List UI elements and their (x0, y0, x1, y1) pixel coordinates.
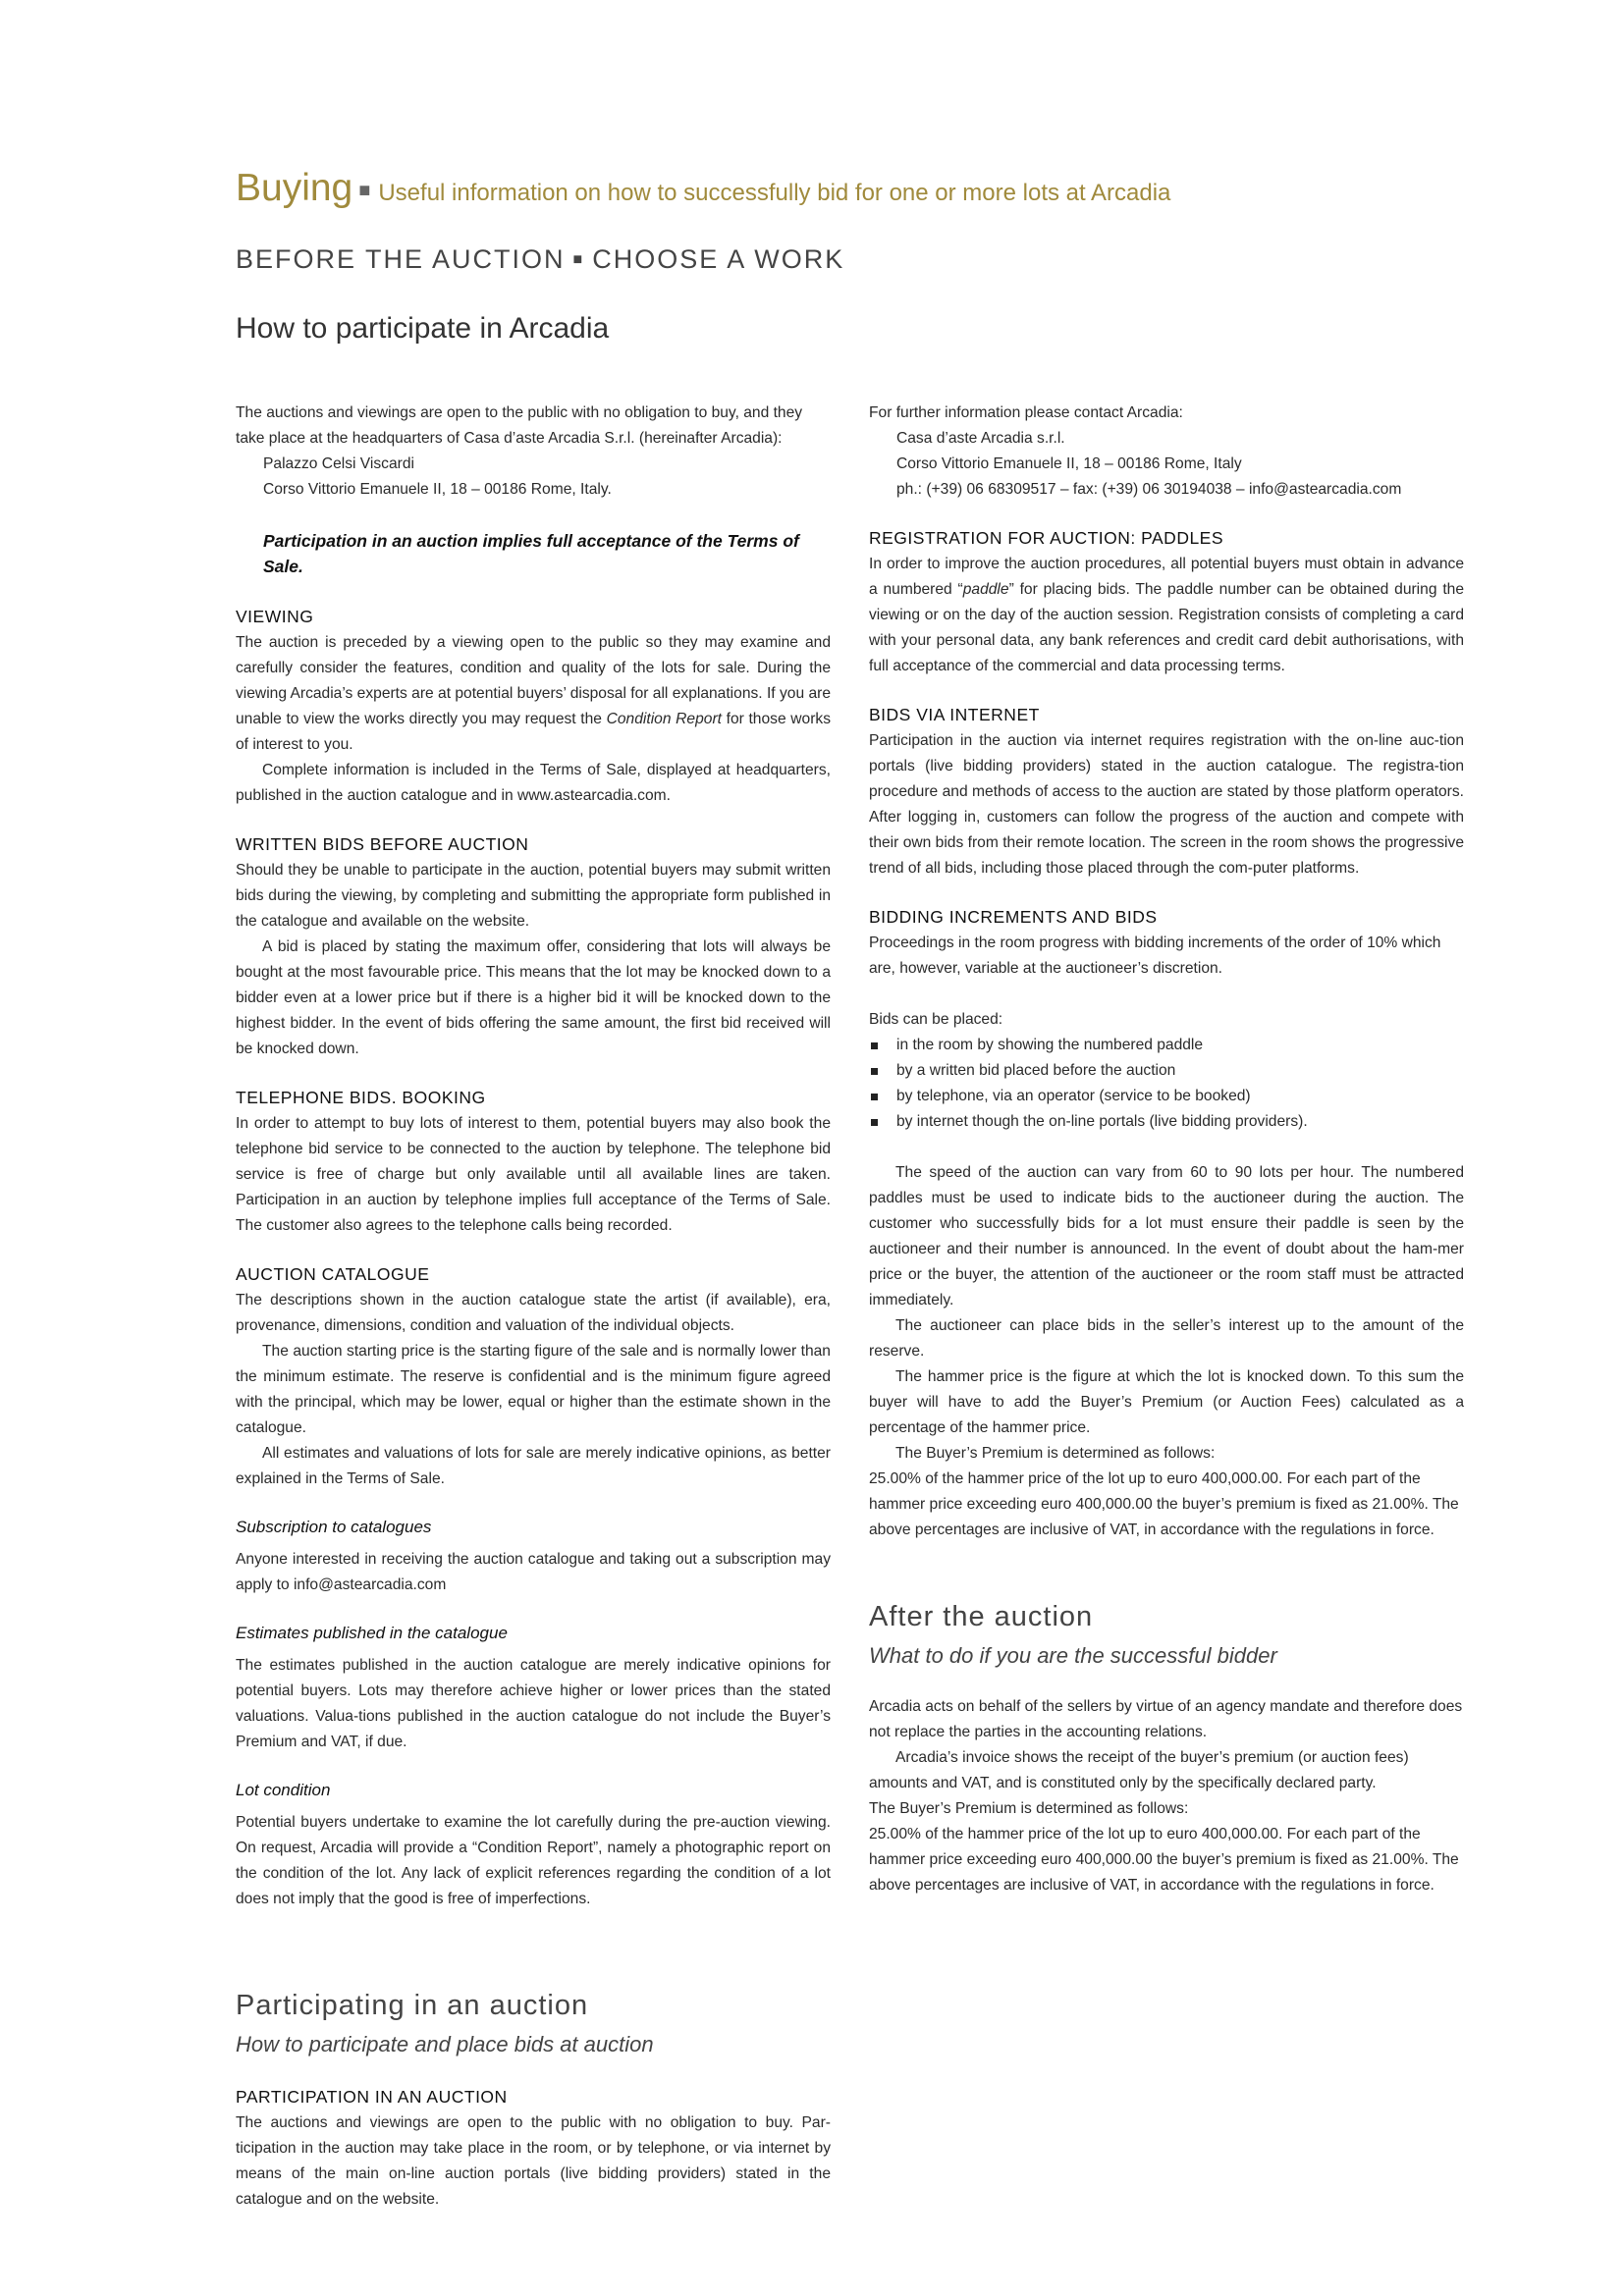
catalogue-paragraph-1: The descriptions shown in the auction catalogue state the artist (if available), era, provenance, dimensions, condition and valuation of the individual objects. (236, 1292, 831, 1334)
section-before-auction: BEFORE THE AUCTION (236, 244, 566, 274)
condition-report-link-text: Condition Report (606, 711, 722, 727)
address-block (236, 452, 831, 503)
participating-subtitle: How to participate and place bids at auction (236, 2032, 654, 2056)
telephone-bids-paragraph: In order to attempt to buy lots of interest to them, potential buyers may also book the telephone bid service to be connected to the auction by telephone. The telephone bid service is free of charge but only available until all available lines are taken. Participation in an auction by telephone implies full acceptance of the Terms of Sale. The customer also agrees to the telephone calls being recorded. (236, 1115, 831, 1234)
catalogue-paragraph-3: All estimates and valuations of lots for sale are merely indicative opinions, as better explained in the Terms of Sale. (236, 1445, 831, 1487)
section-separator: ■ (572, 251, 585, 268)
registration-paragraph (869, 552, 1464, 679)
written-bids-heading: WRITTEN BIDS BEFORE AUCTION (236, 834, 529, 854)
section-line (236, 244, 1473, 275)
registration-heading: REGISTRATION FOR AUCTION: PADDLES (869, 528, 1224, 548)
bid-option-room: in the room by showing the numbered paddle (896, 1037, 1204, 1053)
participation-paragraph: The auctions and viewings are open to the public with no obligation to buy. Par-ticipation in the auction may take place in the room, or by telephone, or via internet by means of the main on-line auction portals (live bidding providers) stated in the catalogue and on the website. (236, 2114, 831, 2208)
registration-text-b: ” for placing bids. The paddle number can be obtained during the viewing or on the day of the auction session. Registration consists of completing a card with your personal data, any bank references and credit card debit authorisations, with full acceptance of the commercial and data processing terms. (869, 581, 1464, 674)
after-auction-subtitle: What to do if you are the successful bidder (869, 1643, 1277, 1668)
section-choose-work: CHOOSE A WORK (592, 244, 845, 274)
paddle-term: paddle (962, 581, 1009, 598)
after-auction-title: After the auction (869, 1601, 1094, 1632)
title-line (236, 169, 1473, 207)
contact-intro: For further information please contact Arcadia: (869, 404, 1183, 421)
address-line-2: Corso Vittorio Emanuele II, 18 – 00186 Rome, Italy. (263, 481, 612, 498)
speed-paragraph-2: The auctioneer can place bids in the seller’s interest up to the amount of the reserve. (869, 1317, 1464, 1360)
contact-line-2: Corso Vittorio Emanuele II, 18 – 00186 Rome, Italy (896, 455, 1242, 472)
bid-option-internet: by internet though the on-line portals (live bidding providers). (896, 1113, 1308, 1130)
bids-intro: Bids can be placed: (869, 1011, 1003, 1028)
contact-line-1: Casa d’aste Arcadia s.r.l. (896, 430, 1065, 447)
estimates-heading: Estimates published in the catalogue (236, 1624, 508, 1642)
catalogue-paragraph-2: The auction starting price is the starting figure of the sale and is normally lower than the minimum estimate. The reserve is confidential and is the minimum figure agreed with the principal, which may be lower, equal or higher than the estimate shown in the catalogue. (236, 1343, 831, 1436)
viewing-text-a: The auction is preceded by a viewing open to the public so they may examine and carefully consider the features, condition and quality of the lots for sale. During the viewing Arcadia’s experts are at potential buyers’ disposal for all explanations. If you are unable to view the works directly you may request the (236, 634, 831, 727)
contact-line-3: ph.: (+39) 06 68309517 – fax: (+39) 06 30194038 – info@astearcadia.com (896, 481, 1402, 498)
written-bids-paragraph-1: Should they be unable to participate in the auction, potential buyers may submit written bids during the viewing, by completing and submitting the appropriate form published in the catalogue and available on the website. (236, 862, 831, 930)
estimates-paragraph: The estimates published in the auction catalogue are merely indicative opinions for potential buyers. Lots may therefore achieve higher or lower prices than the stated valuations. Valua-tions published in the auction catalogue do not include the Buyer’s Premium and VAT, if due. (236, 1657, 831, 1750)
after-paragraph-2: Arcadia’s invoice shows the receipt of the buyer’s premium (or auction fees) amounts and VAT, and is constituted only by the specifically declared party. (869, 1749, 1409, 1791)
increments-paragraph: Proceedings in the room progress with bidding increments of the order of 10% which are, however, variable at the auctioneer’s discretion. (869, 934, 1441, 977)
auction-catalogue-heading: AUCTION CATALOGUE (236, 1264, 430, 1284)
intro-paragraph: The auctions and viewings are open to the public with no obligation to buy, and they take place at the headquarters of Casa d’aste Arcadia S.r.l. (hereinafter Arcadia): (236, 404, 803, 447)
bullet-square-icon (871, 1094, 878, 1100)
page-title: Buying (236, 167, 353, 209)
written-bids-paragraph-2: A bid is placed by stating the maximum offer, considering that lots will always be bought at the most favourable price. This means that the lot may be knocked down to a bidder even at a lower price but if there is a higher bid it will be knocked down to the highest bidder. In the event of bids offering the same amount, the first bid received will be knocked down. (236, 938, 831, 1057)
address-line-1: Palazzo Celsi Viscardi (263, 455, 414, 472)
subscription-heading: Subscription to catalogues (236, 1518, 432, 1536)
after-paragraph-4: 25.00% of the hammer price of the lot up to euro 400,000.00. For each part of the hammer price exceeding euro 400,000.00 the buyer’s premium is fixed as 21.00%. The above percentages are inclusive of VAT, in accordance with the regulations in force. (869, 1826, 1459, 1894)
participating-title: Participating in an auction (236, 1990, 589, 2021)
left-column (236, 400, 831, 2213)
internet-bids-heading: BIDS VIA INTERNET (869, 705, 1040, 724)
bids-list (869, 1033, 1464, 1135)
contact-block (869, 426, 1464, 503)
spacer (869, 982, 1464, 1007)
participation-heading: PARTICIPATION IN AN AUCTION (236, 2087, 508, 2107)
page-subtitle: Useful information on how to successfully bid for one or more lots at Arcadia (378, 180, 1171, 206)
list-item (869, 1084, 1464, 1109)
telephone-bids-heading: TELEPHONE BIDS. BOOKING (236, 1088, 486, 1107)
internet-bids-paragraph: Participation in the auction via internet requires registration with the on-line auc-tion portals (live bidding providers) stated in the auction catalogue. The registra-tion procedure and methods of access to the auction are stated by those platform operators. After logging in, customers can follow the progress of the auction and compete with their own bids from their remote location. The screen in the room shows the progressive trend of all bids, including those placed through the com-puter platforms. (869, 732, 1464, 877)
speed-paragraph-3: The hammer price is the figure at which the lot is knocked down. To this sum the buyer will have to add the Buyer’s Premium (or Auction Fees) calculated as a percentage of the hammer price. (869, 1368, 1464, 1436)
bid-option-telephone: by telephone, via an operator (service to be booked) (896, 1088, 1251, 1104)
bid-option-written: by a written bid placed before the auction (896, 1062, 1176, 1079)
list-item (869, 1058, 1464, 1084)
lot-condition-heading: Lot condition (236, 1781, 331, 1799)
bullet-square-icon (871, 1068, 878, 1075)
speed-paragraph-5: 25.00% of the hammer price of the lot up to euro 400,000.00. For each part of the hammer price exceeding euro 400,000.00 the buyer’s premium is fixed as 21.00%. The above percentages are inclusive of VAT, in accordance with the regulations in force. (869, 1470, 1459, 1538)
viewing-paragraph-1 (236, 630, 831, 758)
title-separator: ■ (358, 180, 371, 201)
list-item (869, 1109, 1464, 1135)
page-header (236, 169, 1473, 346)
viewing-heading: VIEWING (236, 607, 314, 626)
increments-heading: BIDDING INCREMENTS AND BIDS (869, 907, 1158, 927)
terms-notice: Participation in an auction implies full acceptance of the Terms of Sale. (263, 531, 799, 576)
how-to-participate-title: How to participate in Arcadia (236, 312, 610, 345)
list-item (869, 1033, 1464, 1058)
registration-text-a: In order to improve the auction procedures, all potential buyers must obtain in advance a numbered “ (869, 556, 1464, 598)
speed-paragraph-1: The speed of the auction can vary from 60 to 90 lots per hour. The numbered paddles must be used to indicate bids to the auctioneer during the auction. The customer who successfully bids for a lot must ensure their paddle is seen by the auctioneer and their number is announced. In the event of doubt about the ham-mer price or the buyer, the attention of the auctioneer or the room staff must be attracted immediately. (869, 1164, 1464, 1308)
right-column (869, 400, 1464, 1898)
after-paragraph-3: The Buyer’s Premium is determined as follows: (869, 1800, 1189, 1817)
lot-condition-paragraph: Potential buyers undertake to examine the lot carefully during the pre-auction viewing. On request, Arcadia will provide a “Condition Report”, namely a photographic report on the condition of the lot. Any lack of explicit references regarding the condition of a lot does not imply that the good is free of imperfections. (236, 1814, 831, 1907)
spacer (869, 1135, 1464, 1160)
speed-paragraph-4: The Buyer’s Premium is determined as follows: (895, 1445, 1216, 1462)
viewing-text-b: for those works of interest to you. (236, 711, 831, 753)
bullet-square-icon (871, 1042, 878, 1049)
viewing-paragraph-2: Complete information is included in the Terms of Sale, displayed at headquarters, published in the auction catalogue and in www.astearcadia.com. (236, 762, 831, 804)
bullet-square-icon (871, 1119, 878, 1126)
subscription-paragraph: Anyone interested in receiving the auction catalogue and taking out a subscription may apply to info@astearcadia.com (236, 1551, 831, 1593)
after-paragraph-1: Arcadia acts on behalf of the sellers by virtue of an agency mandate and therefore does not replace the parties in the accounting relations. (869, 1698, 1463, 1740)
